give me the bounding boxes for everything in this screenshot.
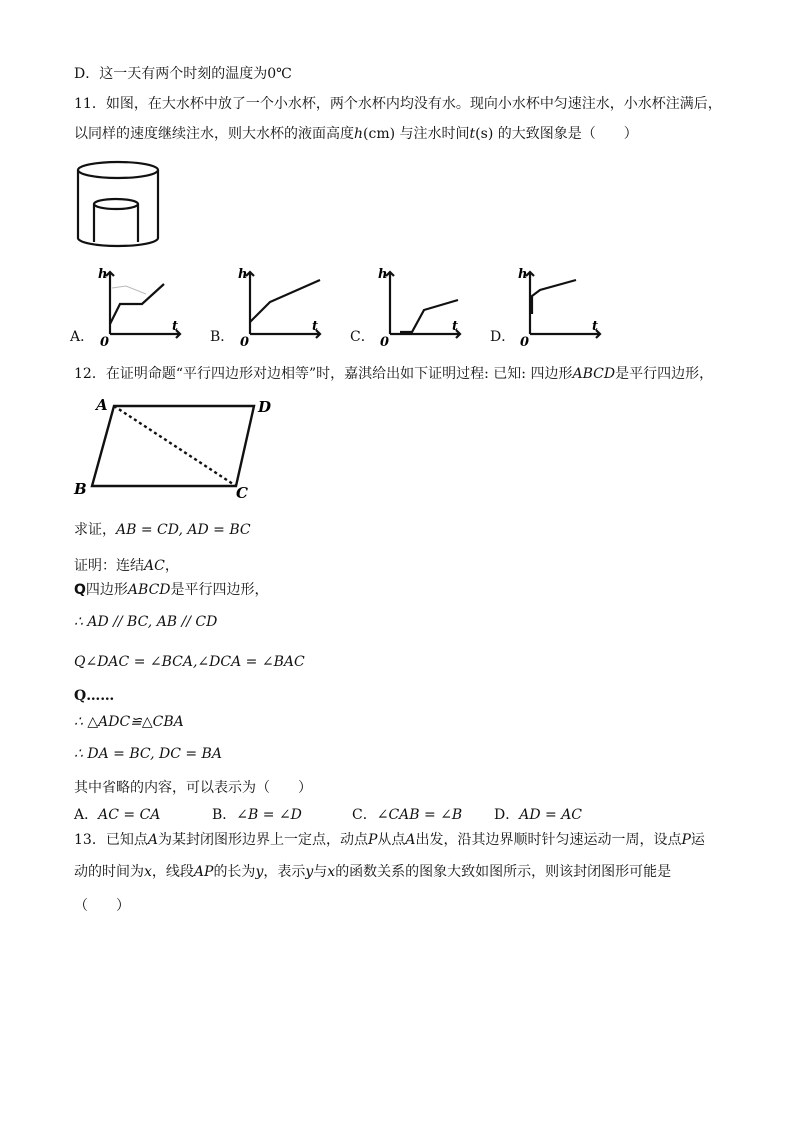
q13-stem-line2 — [74, 862, 671, 882]
q13-text: 为某封闭图形边界上一定点，动点 — [157, 832, 368, 848]
option-label: B． — [210, 329, 235, 345]
q12-choice-a[interactable] — [74, 804, 160, 824]
choice-text: ∠B = ∠D — [236, 807, 302, 823]
q12-proof-intro — [74, 556, 179, 576]
q13-text: 从点 — [377, 832, 406, 848]
q12-math: AC — [144, 558, 165, 574]
q13-var: y — [255, 864, 264, 880]
q12-math: ABCD — [127, 582, 171, 598]
choice-text: ∠CAB = ∠B — [376, 807, 463, 823]
q11-var-t: t — [469, 126, 476, 142]
graph-d — [516, 268, 604, 348]
q13-var: x — [327, 864, 336, 880]
axis-y: h — [518, 268, 528, 282]
vertex-c-label: C — [236, 484, 248, 502]
q11-text: (s) 的大致图象是（ ） — [475, 126, 638, 142]
choice-text: AD = AC — [519, 807, 583, 823]
origin: 0 — [240, 335, 250, 348]
diagonal-ac — [114, 406, 236, 486]
q12-var: ABCD — [572, 366, 616, 382]
axis-y: h — [378, 268, 388, 282]
option-label: D． — [490, 329, 516, 345]
q13-text: 的函数关系的图象大致如图所示，则该封闭图形可能是 — [335, 864, 672, 880]
q12-text: 四边形 — [85, 582, 128, 598]
q11-option-a[interactable] — [70, 268, 179, 348]
q12-step6: ∴ DA = BC, DC = BA — [74, 746, 222, 762]
q13-var: x — [144, 864, 152, 880]
q12-omitted: 其中省略的内容，可以表示为（ ） — [74, 780, 312, 796]
q11-option-d[interactable] — [490, 268, 599, 348]
q12-step5: ∴ △ADC≌△CBA — [74, 714, 184, 730]
q12-text: ， — [164, 558, 179, 574]
q12-text: 是平行四边形， — [615, 366, 714, 382]
big-cup-rim — [78, 162, 158, 178]
q13-var: P — [367, 832, 378, 848]
axis-x: t — [452, 319, 459, 334]
q13-stem-line3: （ ） — [74, 898, 130, 914]
graph-d-curve — [532, 280, 576, 314]
option-label: A． — [70, 329, 95, 345]
q12-step2: ∴ AD // BC, AB // CD — [74, 614, 218, 630]
small-cup-rim — [94, 199, 138, 209]
q13-text: 出发，沿其边界顺时针匀速运动一周，设点 — [415, 832, 682, 848]
choice-label: D． — [494, 807, 520, 823]
q12-stem — [74, 364, 713, 384]
choice-text: AC = CA — [98, 807, 161, 823]
q12-symbol: Q — [74, 582, 86, 598]
q13-text: 的长为 — [213, 864, 256, 880]
q11-text: 以同样的速度继续注水，则大水杯的液面高度 — [74, 126, 354, 142]
axis-x: t — [172, 319, 179, 334]
q13-var: y — [305, 864, 314, 880]
q12-math: AB = CD, AD = BC — [116, 522, 251, 538]
q13-var: A — [405, 832, 416, 848]
choice-label: A． — [74, 807, 99, 823]
q13-text: 运 — [690, 832, 705, 848]
axis-x: t — [312, 319, 319, 334]
q12-choice-c[interactable] — [352, 804, 462, 824]
q12-step4: Q…… — [74, 688, 115, 704]
q11-options — [70, 268, 630, 348]
q12-text: 证明：连结 — [74, 558, 144, 574]
graph-c-curve — [400, 300, 458, 332]
choice-label: B． — [212, 807, 237, 823]
q12-text: 是平行四边形， — [170, 582, 269, 598]
q13-text: ，线段 — [151, 864, 194, 880]
graph-a — [96, 268, 184, 348]
origin: 0 — [100, 335, 110, 348]
prev-option-d: D．这一天有两个时刻的温度为0℃ — [74, 66, 292, 82]
q12-text: 求证， — [74, 522, 116, 538]
q13-var: A — [147, 832, 158, 848]
q13-text: 13．已知点 — [74, 832, 148, 848]
origin: 0 — [520, 335, 530, 348]
q12-step1 — [74, 580, 269, 600]
q11-var-h: h — [354, 126, 364, 142]
q13-text: ，表示 — [263, 864, 306, 880]
vertex-a-label: A — [96, 396, 108, 414]
q12-choice-d[interactable] — [494, 804, 582, 824]
q11-option-b[interactable] — [210, 268, 319, 348]
axis-y: h — [238, 268, 248, 282]
axis-y: h — [98, 268, 108, 282]
q11-stem-line2 — [74, 124, 638, 144]
q13-text: 动的时间为 — [74, 864, 144, 880]
vertex-d-label: D — [258, 398, 272, 416]
graph-b-curve — [250, 280, 320, 322]
cups-figure — [72, 156, 168, 252]
q13-stem-line1 — [74, 830, 705, 850]
axis-x: t — [592, 319, 599, 334]
q13-text: 与 — [313, 864, 328, 880]
graph-b — [236, 268, 324, 348]
option-label: C． — [350, 329, 375, 345]
q11-stem-line1: 11．如图，在大水杯中放了一个小水杯，两个水杯内均没有水。现向小水杯中匀速注水，小水杯注满后， — [74, 96, 722, 112]
q12-text: 12．在证明命题“平行四边形对边相等”时，嘉淇给出如下证明过程: 已知: 四边形 — [74, 366, 573, 382]
q12-prove — [74, 520, 251, 540]
choice-label: C． — [352, 807, 377, 823]
q12-choices — [74, 804, 674, 824]
vertex-b-label: B — [74, 480, 87, 498]
q11-option-c[interactable] — [350, 268, 459, 348]
origin: 0 — [380, 335, 390, 348]
q11-text: (cm) 与注水时间 — [363, 126, 470, 142]
q12-choice-b[interactable] — [212, 804, 302, 824]
parallelogram — [92, 406, 254, 486]
q12-step3: Q∠DAC = ∠BCA,∠DCA = ∠BAC — [74, 654, 305, 670]
q13-var: AP — [193, 864, 214, 880]
parallelogram-figure — [68, 392, 288, 504]
q13-var: P — [681, 832, 691, 848]
graph-c — [376, 268, 464, 348]
